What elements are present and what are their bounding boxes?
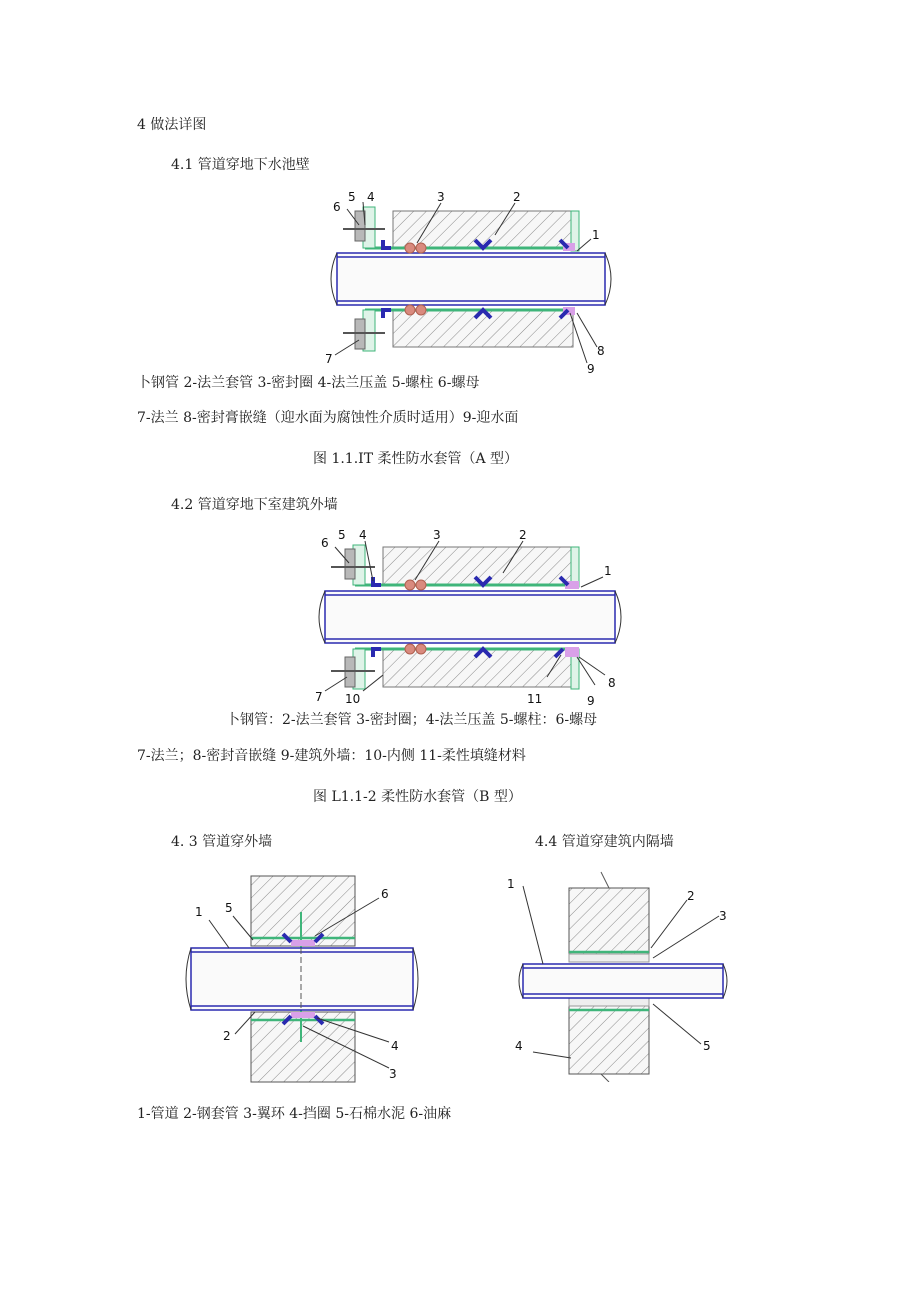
callout-9: 9 [587, 694, 595, 708]
figure-pipe-through-exterior-wall [185, 862, 425, 1094]
figure-b-type-sleeve [315, 525, 635, 715]
wall-bottom-section [393, 310, 573, 347]
callout-6: 6 [321, 536, 329, 550]
callout-1: 1 [592, 228, 600, 242]
callout-4: 4 [515, 1039, 523, 1053]
figure-a-legend-line-2: 7-法兰 8-密封膏嵌缝（迎水面为腐蚀性介质时适用）9-迎水面 [137, 410, 519, 426]
figure-b-legend-line-2: 7-法兰；8-密封音嵌缝 9-建筑外墙：10-内侧 11-柔性填缝材料 [137, 748, 526, 764]
section-heading: 4 做法详图 [137, 117, 207, 133]
callout-11: 11 [527, 692, 543, 706]
callout-4: 4 [367, 190, 375, 204]
section-4-3-heading: 4. 3 管道穿外墙 [171, 834, 273, 850]
callout-2: 2 [223, 1029, 231, 1043]
callout-8: 8 [597, 344, 605, 358]
wall-top-section [393, 211, 573, 248]
callout-4: 4 [359, 528, 367, 542]
section-4-1-heading: 4.1 管道穿地下水池壁 [171, 157, 310, 173]
callout-5: 5 [338, 528, 346, 542]
figure-pipe-through-interior-partition [505, 866, 745, 1082]
callout-4: 4 [391, 1039, 399, 1053]
callout-1: 1 [604, 564, 612, 578]
callout-10: 10 [345, 692, 361, 706]
section-4-2-heading: 4.2 管道穿地下室建筑外墙 [171, 497, 338, 513]
callout-6: 6 [333, 200, 341, 214]
callout-5: 5 [348, 190, 356, 204]
pipe [337, 253, 605, 305]
section-4-4-heading: 4.4 管道穿建筑内隔墙 [535, 834, 674, 850]
callout-5: 5 [703, 1039, 711, 1053]
callout-2: 2 [687, 889, 695, 903]
figure-a-type-sleeve [325, 185, 625, 375]
callout-2: 2 [513, 190, 521, 204]
figure-exterior-wall-legend: 1-管道 2-钢套管 3-翼环 4-挡圈 5-石棉水泥 6-油麻 [137, 1106, 452, 1122]
figure-b-caption: 图 L1.1-2 柔性防水套管（B 型） [313, 789, 522, 805]
callout-3: 3 [389, 1067, 397, 1081]
callout-2: 2 [519, 528, 527, 542]
callout-6: 6 [381, 887, 389, 901]
figure-b-legend-line-1: 卜钢管：2-法兰套管 3-密封圈；4-法兰压盖 5-螺柱：6-螺母 [226, 712, 598, 728]
callout-7: 7 [325, 352, 333, 366]
callout-7: 7 [315, 690, 323, 704]
callout-1: 1 [195, 905, 203, 919]
callout-3: 3 [719, 909, 727, 923]
callout-1: 1 [507, 877, 515, 891]
pipe [325, 591, 615, 643]
callout-3: 3 [433, 528, 441, 542]
callout-9: 9 [587, 362, 595, 375]
callout-8: 8 [608, 676, 616, 690]
callout-3: 3 [437, 190, 445, 204]
figure-a-legend-line-1: 卜钢管 2-法兰套管 3-密封圈 4-法兰压盖 5-螺柱 6-螺母 [137, 375, 480, 391]
figure-a-caption: 图 1.1.IT 柔性防水套管（A 型） [313, 451, 519, 467]
callout-5: 5 [225, 901, 233, 915]
